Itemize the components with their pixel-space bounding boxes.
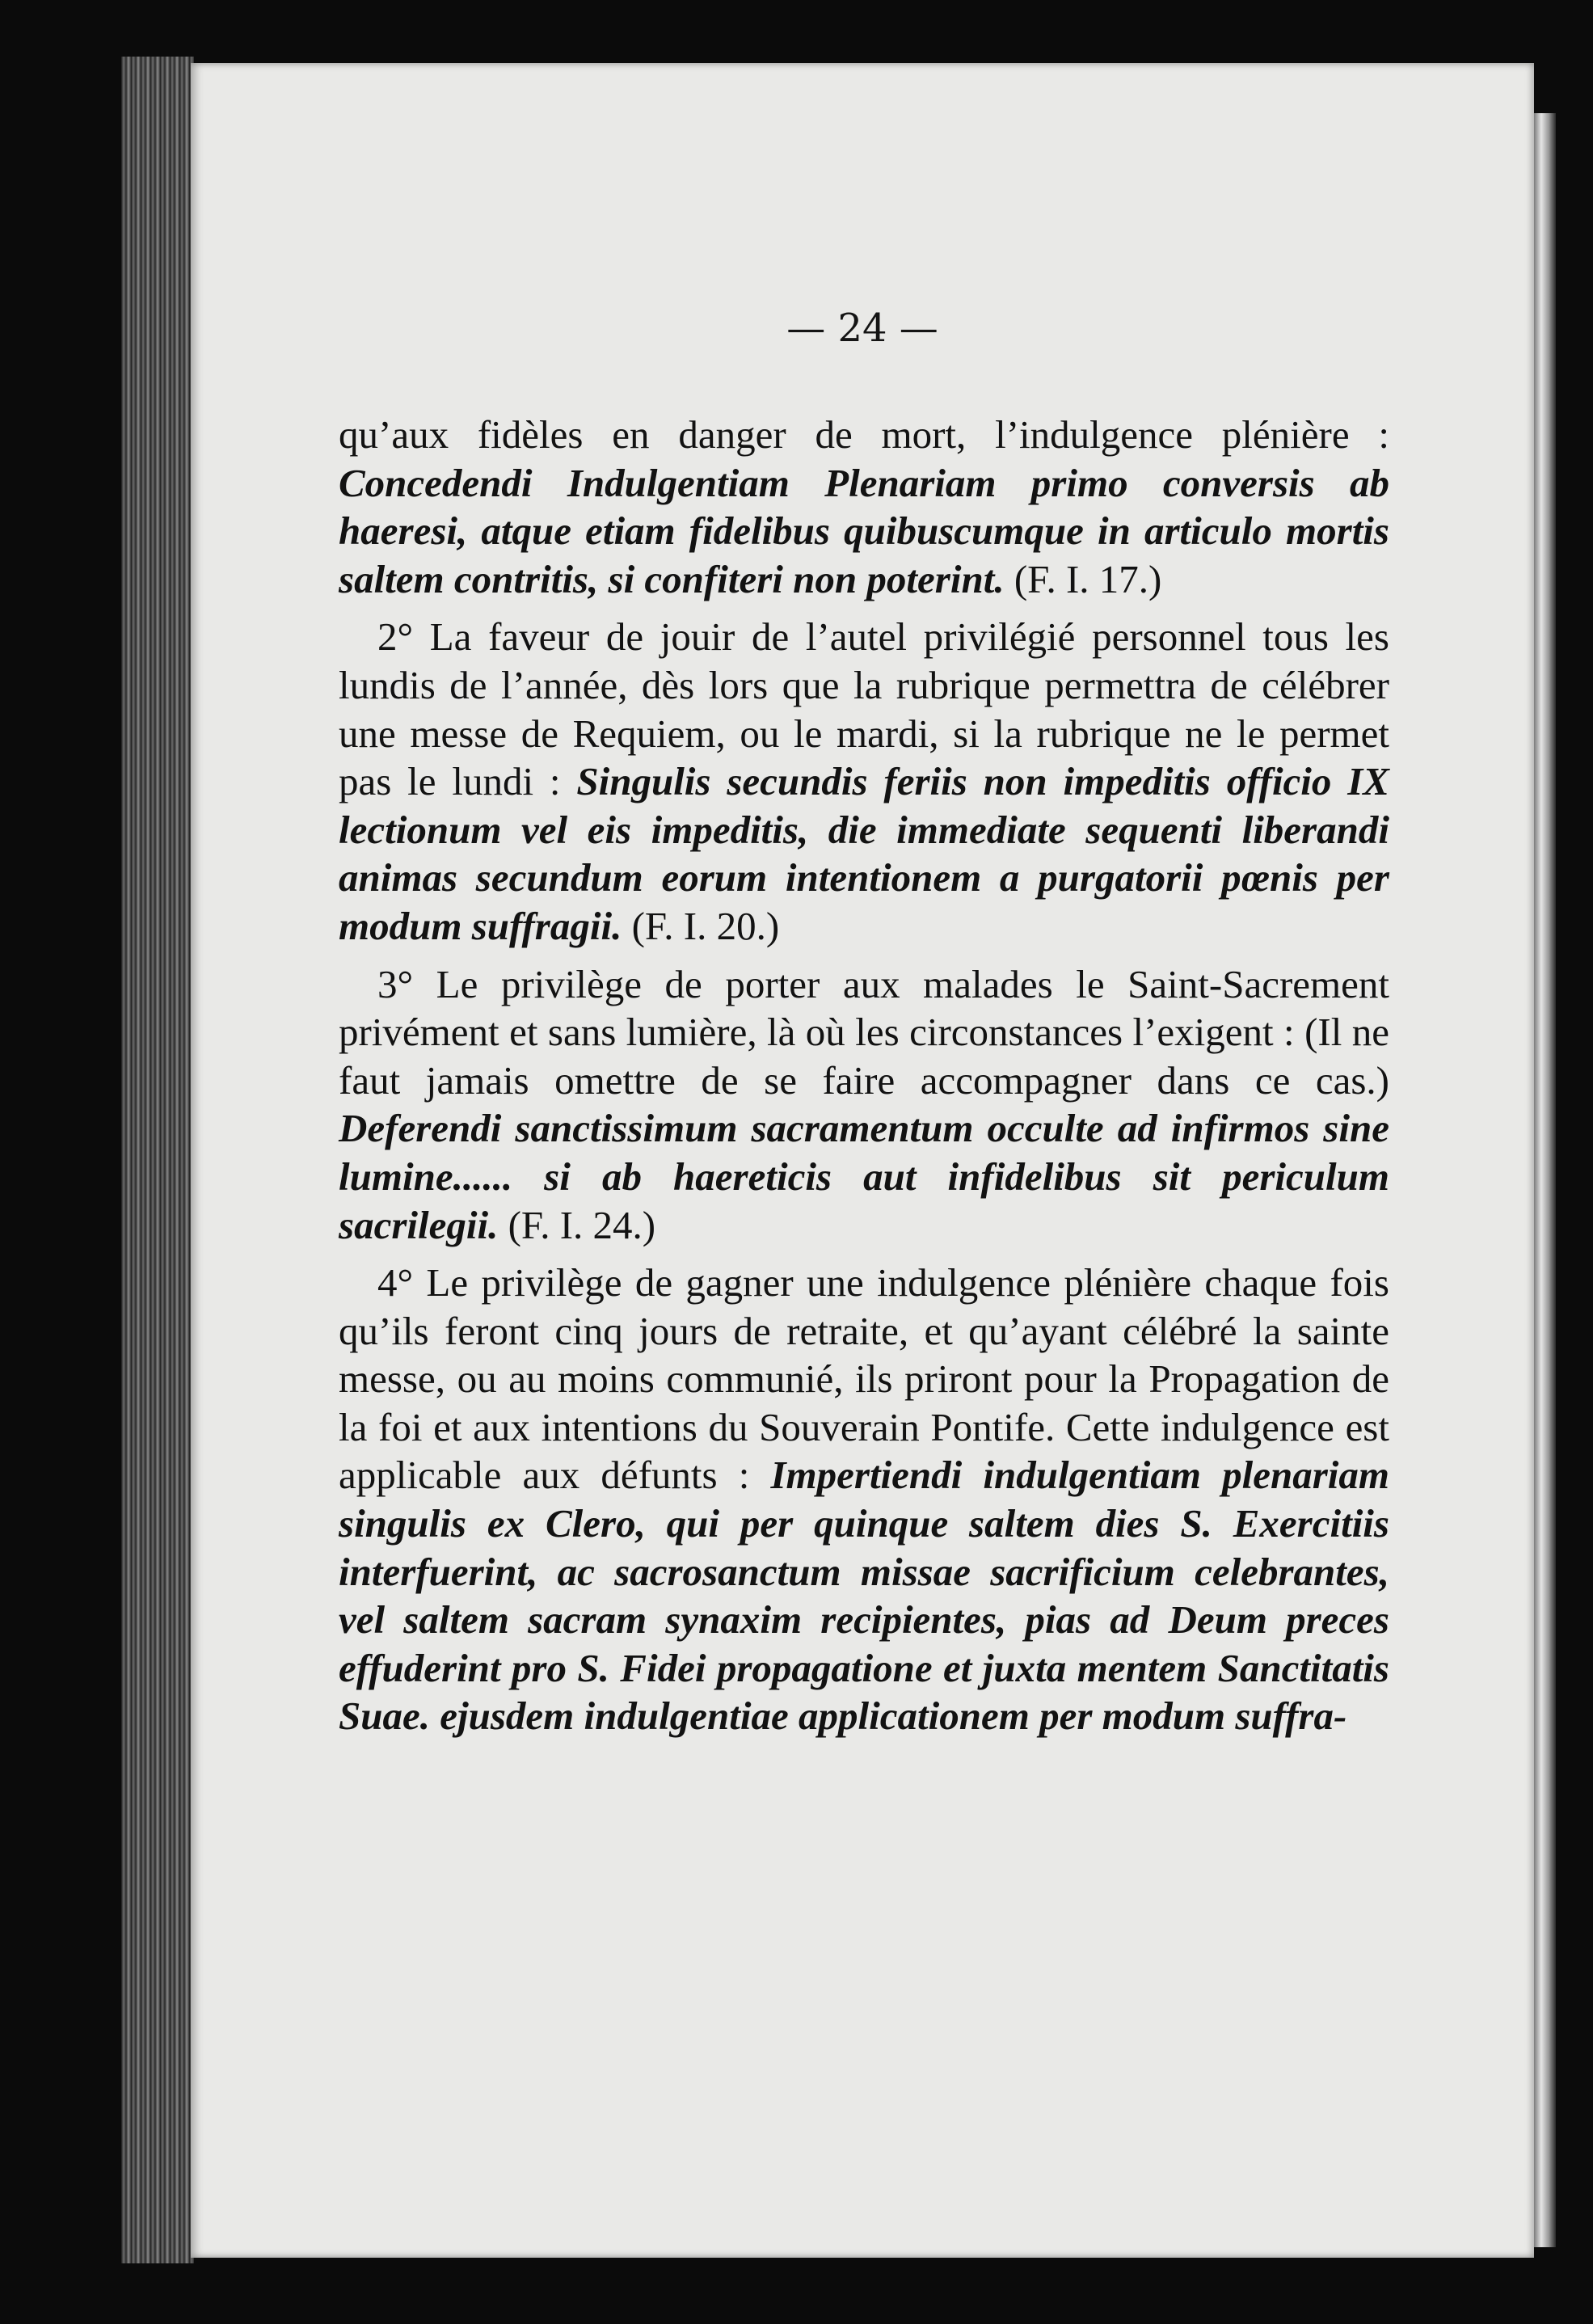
paragraph-2-reference: (F. I. 20.): [622, 903, 780, 948]
paragraph-4-text: 4° Le privilège de gagner une indulgence plénière chaque fois qu’ils feront cinq jours de retraite, et qu’ayant célébré la sainte messe, ou au moins communié, ils priront pour la Propagation de la foi et aux intentions du Souverain Pontife. Cette indulgence est applicable aux défunts :: [339, 1260, 1389, 1498]
paragraph-2: [339, 613, 1389, 950]
paragraph-1-text: qu’aux fidèles en danger de mort, l’indulgence plénière :: [339, 412, 1389, 457]
page-number: — 24 —: [786, 306, 938, 351]
paragraph-2-latin: Singulis secundis feriis non impeditis officio IX lectionum vel eis impeditis, die immediate sequenti liberandi animas secundum eorum intentionem a purgatorii pœnis per modum suffragii.: [339, 759, 1389, 948]
paragraph-3-latin: Deferendi sanctissimum sacramentum occulte ad infirmos sine lumine...... si ab haereticis aut infidelibus sit periculum sacrilegii.: [339, 1106, 1389, 1247]
paragraph-3-text: 3° Le privilège de porter aux malades le Saint-Sacrement privément et sans lumière, là où les circonstances l’exigent : (Il ne faut jamais omettre de se faire accompagner dans ce cas.): [339, 961, 1389, 1103]
paragraph-1: [339, 411, 1389, 603]
body-text: [339, 411, 1389, 1750]
paragraph-3-reference: (F. I. 24.): [498, 1202, 656, 1247]
paragraph-2-text: 2° La faveur de jouir de l’autel privilégié personnel tous les lundis de l’année, dès lors que la rubrique permettra de célébrer une messe de Requiem, ou le mardi, si la rubrique ne le permet pas le lundi :: [339, 614, 1389, 804]
book-binding-left: [121, 57, 194, 2263]
paragraph-4-latin: Impertiendi indulgentiam plenariam singulis ex Clero, qui per quinque saltem dies S. Exercitiis interfuerint, ac sacrosanctum missae sacrificium celebrantes, vel saltem sacram synaxim recipientes, pias ad Deum preces effuderint pro S. Fidei propagatione et juxta mentem Sanctitatis Suae. ejusdem indulgentiae applicationem per modum suffra-: [339, 1453, 1390, 1739]
paragraph-1-latin: Concedendi Indulgentiam Plenariam primo conversis ab haeresi, atque etiam fidelibus quibuscumque in articulo mortis saltem contritis, si confiteri non poterint.: [339, 460, 1389, 601]
book-edge-right: [1532, 113, 1556, 2247]
paragraph-3: [339, 960, 1389, 1250]
paragraph-4: [339, 1259, 1389, 1740]
page-sheet: [191, 63, 1534, 2258]
paragraph-1-reference: (F. I. 17.): [1004, 556, 1162, 601]
